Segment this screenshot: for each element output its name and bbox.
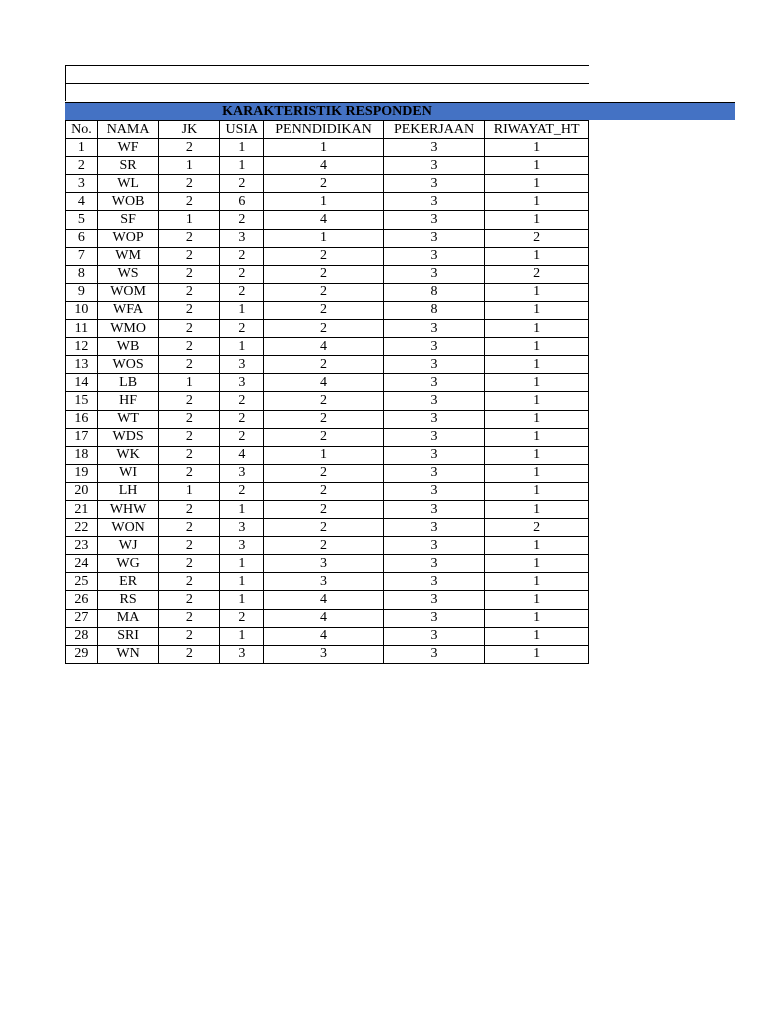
cell-riwayat-ht[interactable]: 1 bbox=[485, 301, 589, 319]
table-row bbox=[66, 446, 589, 464]
cell-pekerjaan[interactable]: 3 bbox=[383, 392, 485, 410]
cell-jk[interactable]: 2 bbox=[159, 446, 220, 464]
cell-riwayat-ht[interactable]: 1 bbox=[485, 356, 589, 374]
cell-nama[interactable]: SRI bbox=[97, 627, 159, 645]
cell-nama[interactable]: WOP bbox=[97, 229, 159, 247]
cell-riwayat-ht[interactable]: 2 bbox=[485, 265, 589, 283]
cell-riwayat-ht[interactable]: 1 bbox=[485, 410, 589, 428]
cell-nama[interactable]: WS bbox=[97, 265, 159, 283]
cell-riwayat-ht[interactable]: 1 bbox=[485, 537, 589, 555]
table-row bbox=[66, 247, 589, 265]
title-bar[interactable] bbox=[65, 102, 735, 120]
cell-pendidikan[interactable]: 2 bbox=[264, 500, 384, 518]
cell-nama[interactable]: WB bbox=[97, 338, 159, 356]
cell-jk[interactable]: 1 bbox=[159, 374, 220, 392]
cell-nama[interactable]: SF bbox=[97, 211, 159, 229]
cell-usia[interactable]: 1 bbox=[220, 573, 264, 591]
cell-jk[interactable]: 2 bbox=[159, 175, 220, 193]
cell-usia[interactable]: 1 bbox=[220, 627, 264, 645]
cell-pekerjaan[interactable]: 3 bbox=[383, 338, 485, 356]
table-row bbox=[66, 573, 589, 591]
cell-no[interactable]: 19 bbox=[66, 464, 98, 482]
cell-jk[interactable]: 2 bbox=[159, 464, 220, 482]
cell-no[interactable]: 25 bbox=[66, 573, 98, 591]
cell-nama[interactable]: WHW bbox=[97, 500, 159, 518]
header-no[interactable]: No. bbox=[66, 121, 98, 139]
cell-nama[interactable]: LB bbox=[97, 374, 159, 392]
cell-usia[interactable]: 2 bbox=[220, 211, 264, 229]
cell-riwayat-ht[interactable]: 1 bbox=[485, 193, 589, 211]
blank-row-2[interactable] bbox=[65, 83, 589, 101]
cell-nama[interactable]: LH bbox=[97, 482, 159, 500]
cell-jk[interactable]: 2 bbox=[159, 265, 220, 283]
cell-nama[interactable]: WFA bbox=[97, 301, 159, 319]
spreadsheet bbox=[65, 65, 589, 662]
table-row bbox=[66, 392, 589, 410]
cell-nama[interactable]: WOS bbox=[97, 356, 159, 374]
cell-pekerjaan[interactable]: 3 bbox=[383, 229, 485, 247]
cell-no[interactable]: 9 bbox=[66, 283, 98, 301]
cell-no[interactable]: 17 bbox=[66, 428, 98, 446]
cell-nama[interactable]: MA bbox=[97, 609, 159, 627]
cell-pendidikan[interactable]: 2 bbox=[264, 283, 384, 301]
cell-nama[interactable]: WF bbox=[97, 139, 159, 157]
table-row bbox=[66, 609, 589, 627]
cell-pekerjaan[interactable]: 3 bbox=[383, 464, 485, 482]
cell-nama[interactable]: WOB bbox=[97, 193, 159, 211]
cell-usia[interactable]: 3 bbox=[220, 537, 264, 555]
cell-pekerjaan[interactable]: 3 bbox=[383, 645, 485, 663]
cell-pekerjaan[interactable]: 3 bbox=[383, 374, 485, 392]
table-row bbox=[66, 482, 589, 500]
cell-riwayat-ht[interactable]: 1 bbox=[485, 139, 589, 157]
table-row bbox=[66, 500, 589, 518]
cell-no[interactable]: 8 bbox=[66, 265, 98, 283]
cell-nama[interactable]: WK bbox=[97, 446, 159, 464]
table-row bbox=[66, 338, 589, 356]
cell-pendidikan[interactable]: 4 bbox=[264, 211, 384, 229]
cell-no[interactable]: 5 bbox=[66, 211, 98, 229]
cell-no[interactable]: 1 bbox=[66, 139, 98, 157]
cell-no[interactable]: 13 bbox=[66, 356, 98, 374]
cell-pekerjaan[interactable]: 3 bbox=[383, 410, 485, 428]
cell-jk[interactable]: 2 bbox=[159, 591, 220, 609]
cell-no[interactable]: 2 bbox=[66, 157, 98, 175]
cell-riwayat-ht[interactable]: 1 bbox=[485, 283, 589, 301]
cell-pendidikan[interactable]: 2 bbox=[264, 265, 384, 283]
table-row bbox=[66, 139, 589, 157]
cell-riwayat-ht[interactable]: 1 bbox=[485, 428, 589, 446]
cell-pekerjaan[interactable]: 3 bbox=[383, 519, 485, 537]
cell-pendidikan[interactable]: 4 bbox=[264, 157, 384, 175]
cell-jk[interactable]: 1 bbox=[159, 482, 220, 500]
cell-pendidikan[interactable]: 2 bbox=[264, 464, 384, 482]
table-row bbox=[66, 356, 589, 374]
cell-pekerjaan[interactable]: 3 bbox=[383, 356, 485, 374]
cell-riwayat-ht[interactable]: 1 bbox=[485, 627, 589, 645]
table-row bbox=[66, 283, 589, 301]
cell-pendidikan[interactable]: 1 bbox=[264, 139, 384, 157]
cell-pendidikan[interactable]: 4 bbox=[264, 627, 384, 645]
cell-jk[interactable]: 2 bbox=[159, 537, 220, 555]
cell-riwayat-ht[interactable]: 1 bbox=[485, 392, 589, 410]
cell-jk[interactable]: 2 bbox=[159, 627, 220, 645]
header-nama[interactable]: NAMA bbox=[97, 121, 159, 139]
cell-jk[interactable]: 2 bbox=[159, 338, 220, 356]
cell-jk[interactable]: 2 bbox=[159, 573, 220, 591]
cell-riwayat-ht[interactable]: 1 bbox=[485, 338, 589, 356]
cell-jk[interactable]: 2 bbox=[159, 609, 220, 627]
cell-pendidikan[interactable]: 2 bbox=[264, 301, 384, 319]
cell-usia[interactable]: 6 bbox=[220, 193, 264, 211]
cell-pendidikan[interactable]: 2 bbox=[264, 519, 384, 537]
cell-jk[interactable]: 1 bbox=[159, 211, 220, 229]
cell-no[interactable]: 24 bbox=[66, 555, 98, 573]
cell-jk[interactable]: 2 bbox=[159, 410, 220, 428]
cell-no[interactable]: 21 bbox=[66, 500, 98, 518]
cell-pekerjaan[interactable]: 3 bbox=[383, 157, 485, 175]
header-usia[interactable]: USIA bbox=[220, 121, 264, 139]
cell-nama[interactable]: WJ bbox=[97, 537, 159, 555]
cell-usia[interactable]: 2 bbox=[220, 482, 264, 500]
cell-nama[interactable]: WM bbox=[97, 247, 159, 265]
cell-pendidikan[interactable]: 3 bbox=[264, 555, 384, 573]
cell-pekerjaan[interactable]: 3 bbox=[383, 609, 485, 627]
cell-pendidikan[interactable]: 2 bbox=[264, 482, 384, 500]
cell-pendidikan[interactable]: 2 bbox=[264, 428, 384, 446]
cell-riwayat-ht[interactable]: 1 bbox=[485, 573, 589, 591]
cell-pendidikan[interactable]: 2 bbox=[264, 392, 384, 410]
table-row bbox=[66, 537, 589, 555]
cell-pendidikan[interactable]: 2 bbox=[264, 537, 384, 555]
cell-no[interactable]: 10 bbox=[66, 301, 98, 319]
table-body bbox=[66, 139, 589, 664]
cell-usia[interactable]: 2 bbox=[220, 428, 264, 446]
cell-pendidikan[interactable]: 3 bbox=[264, 573, 384, 591]
cell-riwayat-ht[interactable]: 1 bbox=[485, 320, 589, 338]
cell-usia[interactable]: 1 bbox=[220, 139, 264, 157]
cell-pekerjaan[interactable]: 3 bbox=[383, 211, 485, 229]
table-row bbox=[66, 229, 589, 247]
cell-riwayat-ht[interactable]: 1 bbox=[485, 591, 589, 609]
cell-nama[interactable]: WL bbox=[97, 175, 159, 193]
cell-nama[interactable]: RS bbox=[97, 591, 159, 609]
cell-pendidikan[interactable]: 4 bbox=[264, 338, 384, 356]
cell-pekerjaan[interactable]: 3 bbox=[383, 320, 485, 338]
table-row bbox=[66, 627, 589, 645]
cell-jk[interactable]: 2 bbox=[159, 283, 220, 301]
cell-pekerjaan[interactable]: 3 bbox=[383, 537, 485, 555]
cell-no[interactable]: 22 bbox=[66, 519, 98, 537]
cell-usia[interactable]: 4 bbox=[220, 446, 264, 464]
cell-no[interactable]: 18 bbox=[66, 446, 98, 464]
cell-usia[interactable]: 2 bbox=[220, 283, 264, 301]
cell-no[interactable]: 6 bbox=[66, 229, 98, 247]
cell-riwayat-ht[interactable]: 1 bbox=[485, 211, 589, 229]
cell-nama[interactable]: WON bbox=[97, 519, 159, 537]
cell-no[interactable]: 11 bbox=[66, 320, 98, 338]
cell-no[interactable]: 28 bbox=[66, 627, 98, 645]
cell-riwayat-ht[interactable]: 1 bbox=[485, 175, 589, 193]
cell-riwayat-ht[interactable]: 2 bbox=[485, 229, 589, 247]
respondent-table bbox=[65, 120, 589, 664]
cell-no[interactable]: 4 bbox=[66, 193, 98, 211]
cell-pendidikan[interactable]: 2 bbox=[264, 356, 384, 374]
cell-pendidikan[interactable]: 1 bbox=[264, 229, 384, 247]
table-row bbox=[66, 265, 589, 283]
cell-jk[interactable]: 2 bbox=[159, 301, 220, 319]
cell-riwayat-ht[interactable]: 1 bbox=[485, 609, 589, 627]
cell-usia[interactable]: 2 bbox=[220, 320, 264, 338]
cell-usia[interactable]: 1 bbox=[220, 301, 264, 319]
cell-pekerjaan[interactable]: 3 bbox=[383, 193, 485, 211]
table-row bbox=[66, 464, 589, 482]
cell-usia[interactable]: 2 bbox=[220, 392, 264, 410]
cell-usia[interactable]: 2 bbox=[220, 175, 264, 193]
table-title: KARAKTERISTIK RESPONDEN bbox=[222, 104, 432, 119]
cell-riwayat-ht[interactable]: 2 bbox=[485, 519, 589, 537]
table-row bbox=[66, 301, 589, 319]
cell-nama[interactable]: WI bbox=[97, 464, 159, 482]
cell-usia[interactable]: 2 bbox=[220, 265, 264, 283]
table-row bbox=[66, 175, 589, 193]
table-row bbox=[66, 157, 589, 175]
cell-nama[interactable]: WOM bbox=[97, 283, 159, 301]
cell-usia[interactable]: 3 bbox=[220, 229, 264, 247]
cell-nama[interactable]: WN bbox=[97, 645, 159, 663]
cell-pekerjaan[interactable]: 3 bbox=[383, 428, 485, 446]
table-row bbox=[66, 193, 589, 211]
cell-usia[interactable]: 3 bbox=[220, 374, 264, 392]
cell-riwayat-ht[interactable]: 1 bbox=[485, 500, 589, 518]
header-pendidikan[interactable]: PENNDIDIKAN bbox=[264, 121, 384, 139]
cell-pekerjaan[interactable]: 3 bbox=[383, 482, 485, 500]
cell-usia[interactable]: 3 bbox=[220, 645, 264, 663]
cell-jk[interactable]: 2 bbox=[159, 500, 220, 518]
header-row bbox=[66, 121, 589, 139]
cell-no[interactable]: 23 bbox=[66, 537, 98, 555]
cell-jk[interactable]: 2 bbox=[159, 247, 220, 265]
cell-riwayat-ht[interactable]: 1 bbox=[485, 157, 589, 175]
cell-no[interactable]: 16 bbox=[66, 410, 98, 428]
cell-jk[interactable]: 2 bbox=[159, 645, 220, 663]
cell-nama[interactable]: ER bbox=[97, 573, 159, 591]
cell-riwayat-ht[interactable]: 1 bbox=[485, 464, 589, 482]
cell-no[interactable]: 20 bbox=[66, 482, 98, 500]
cell-jk[interactable]: 2 bbox=[159, 193, 220, 211]
cell-usia[interactable]: 1 bbox=[220, 338, 264, 356]
cell-nama[interactable]: WMO bbox=[97, 320, 159, 338]
cell-usia[interactable]: 1 bbox=[220, 591, 264, 609]
cell-pendidikan[interactable]: 2 bbox=[264, 247, 384, 265]
cell-jk[interactable]: 1 bbox=[159, 157, 220, 175]
cell-no[interactable]: 27 bbox=[66, 609, 98, 627]
cell-usia[interactable]: 2 bbox=[220, 410, 264, 428]
cell-pekerjaan[interactable]: 3 bbox=[383, 446, 485, 464]
cell-nama[interactable]: HF bbox=[97, 392, 159, 410]
cell-nama[interactable]: WT bbox=[97, 410, 159, 428]
cell-riwayat-ht[interactable]: 1 bbox=[485, 555, 589, 573]
cell-no[interactable]: 7 bbox=[66, 247, 98, 265]
cell-usia[interactable]: 3 bbox=[220, 464, 264, 482]
cell-pendidikan[interactable]: 2 bbox=[264, 320, 384, 338]
cell-pekerjaan[interactable]: 3 bbox=[383, 500, 485, 518]
cell-jk[interactable]: 2 bbox=[159, 356, 220, 374]
cell-pekerjaan[interactable]: 3 bbox=[383, 555, 485, 573]
cell-jk[interactable]: 2 bbox=[159, 229, 220, 247]
cell-pekerjaan[interactable]: 3 bbox=[383, 247, 485, 265]
cell-pekerjaan[interactable]: 3 bbox=[383, 627, 485, 645]
cell-riwayat-ht[interactable]: 1 bbox=[485, 645, 589, 663]
cell-jk[interactable]: 2 bbox=[159, 320, 220, 338]
table-row bbox=[66, 211, 589, 229]
cell-pekerjaan[interactable]: 3 bbox=[383, 139, 485, 157]
cell-riwayat-ht[interactable]: 1 bbox=[485, 247, 589, 265]
header-pekerjaan[interactable]: PEKERJAAN bbox=[383, 121, 485, 139]
cell-usia[interactable]: 1 bbox=[220, 555, 264, 573]
cell-pekerjaan[interactable]: 8 bbox=[383, 283, 485, 301]
cell-nama[interactable]: WG bbox=[97, 555, 159, 573]
cell-jk[interactable]: 2 bbox=[159, 428, 220, 446]
cell-pendidikan[interactable]: 3 bbox=[264, 645, 384, 663]
blank-row-1[interactable] bbox=[65, 65, 589, 83]
cell-jk[interactable]: 2 bbox=[159, 519, 220, 537]
table-row bbox=[66, 645, 589, 663]
table-row bbox=[66, 591, 589, 609]
cell-usia[interactable]: 3 bbox=[220, 519, 264, 537]
table-row bbox=[66, 555, 589, 573]
cell-pendidikan[interactable]: 4 bbox=[264, 609, 384, 627]
cell-no[interactable]: 15 bbox=[66, 392, 98, 410]
table-row bbox=[66, 519, 589, 537]
cell-riwayat-ht[interactable]: 1 bbox=[485, 482, 589, 500]
cell-usia[interactable]: 2 bbox=[220, 609, 264, 627]
cell-usia[interactable]: 1 bbox=[220, 157, 264, 175]
cell-jk[interactable]: 2 bbox=[159, 555, 220, 573]
cell-usia[interactable]: 2 bbox=[220, 247, 264, 265]
table-row bbox=[66, 428, 589, 446]
cell-pekerjaan[interactable]: 3 bbox=[383, 573, 485, 591]
header-jk[interactable]: JK bbox=[159, 121, 220, 139]
cell-pendidikan[interactable]: 2 bbox=[264, 410, 384, 428]
cell-pendidikan[interactable]: 2 bbox=[264, 175, 384, 193]
cell-pendidikan[interactable]: 1 bbox=[264, 446, 384, 464]
cell-no[interactable]: 14 bbox=[66, 374, 98, 392]
cell-no[interactable]: 12 bbox=[66, 338, 98, 356]
cell-pekerjaan[interactable]: 3 bbox=[383, 265, 485, 283]
cell-pekerjaan[interactable]: 3 bbox=[383, 591, 485, 609]
header-riwayat-ht[interactable]: RIWAYAT_HT bbox=[485, 121, 589, 139]
cell-pendidikan[interactable]: 4 bbox=[264, 374, 384, 392]
cell-no[interactable]: 29 bbox=[66, 645, 98, 663]
cell-jk[interactable]: 2 bbox=[159, 392, 220, 410]
cell-no[interactable]: 3 bbox=[66, 175, 98, 193]
cell-usia[interactable]: 1 bbox=[220, 500, 264, 518]
table-row bbox=[66, 320, 589, 338]
cell-usia[interactable]: 3 bbox=[220, 356, 264, 374]
cell-riwayat-ht[interactable]: 1 bbox=[485, 374, 589, 392]
table-row bbox=[66, 374, 589, 392]
cell-pekerjaan[interactable]: 8 bbox=[383, 301, 485, 319]
table-row bbox=[66, 410, 589, 428]
cell-jk[interactable]: 2 bbox=[159, 139, 220, 157]
cell-riwayat-ht[interactable]: 1 bbox=[485, 446, 589, 464]
cell-nama[interactable]: SR bbox=[97, 157, 159, 175]
cell-nama[interactable]: WDS bbox=[97, 428, 159, 446]
cell-pendidikan[interactable]: 1 bbox=[264, 193, 384, 211]
cell-no[interactable]: 26 bbox=[66, 591, 98, 609]
cell-pendidikan[interactable]: 4 bbox=[264, 591, 384, 609]
cell-pekerjaan[interactable]: 3 bbox=[383, 175, 485, 193]
